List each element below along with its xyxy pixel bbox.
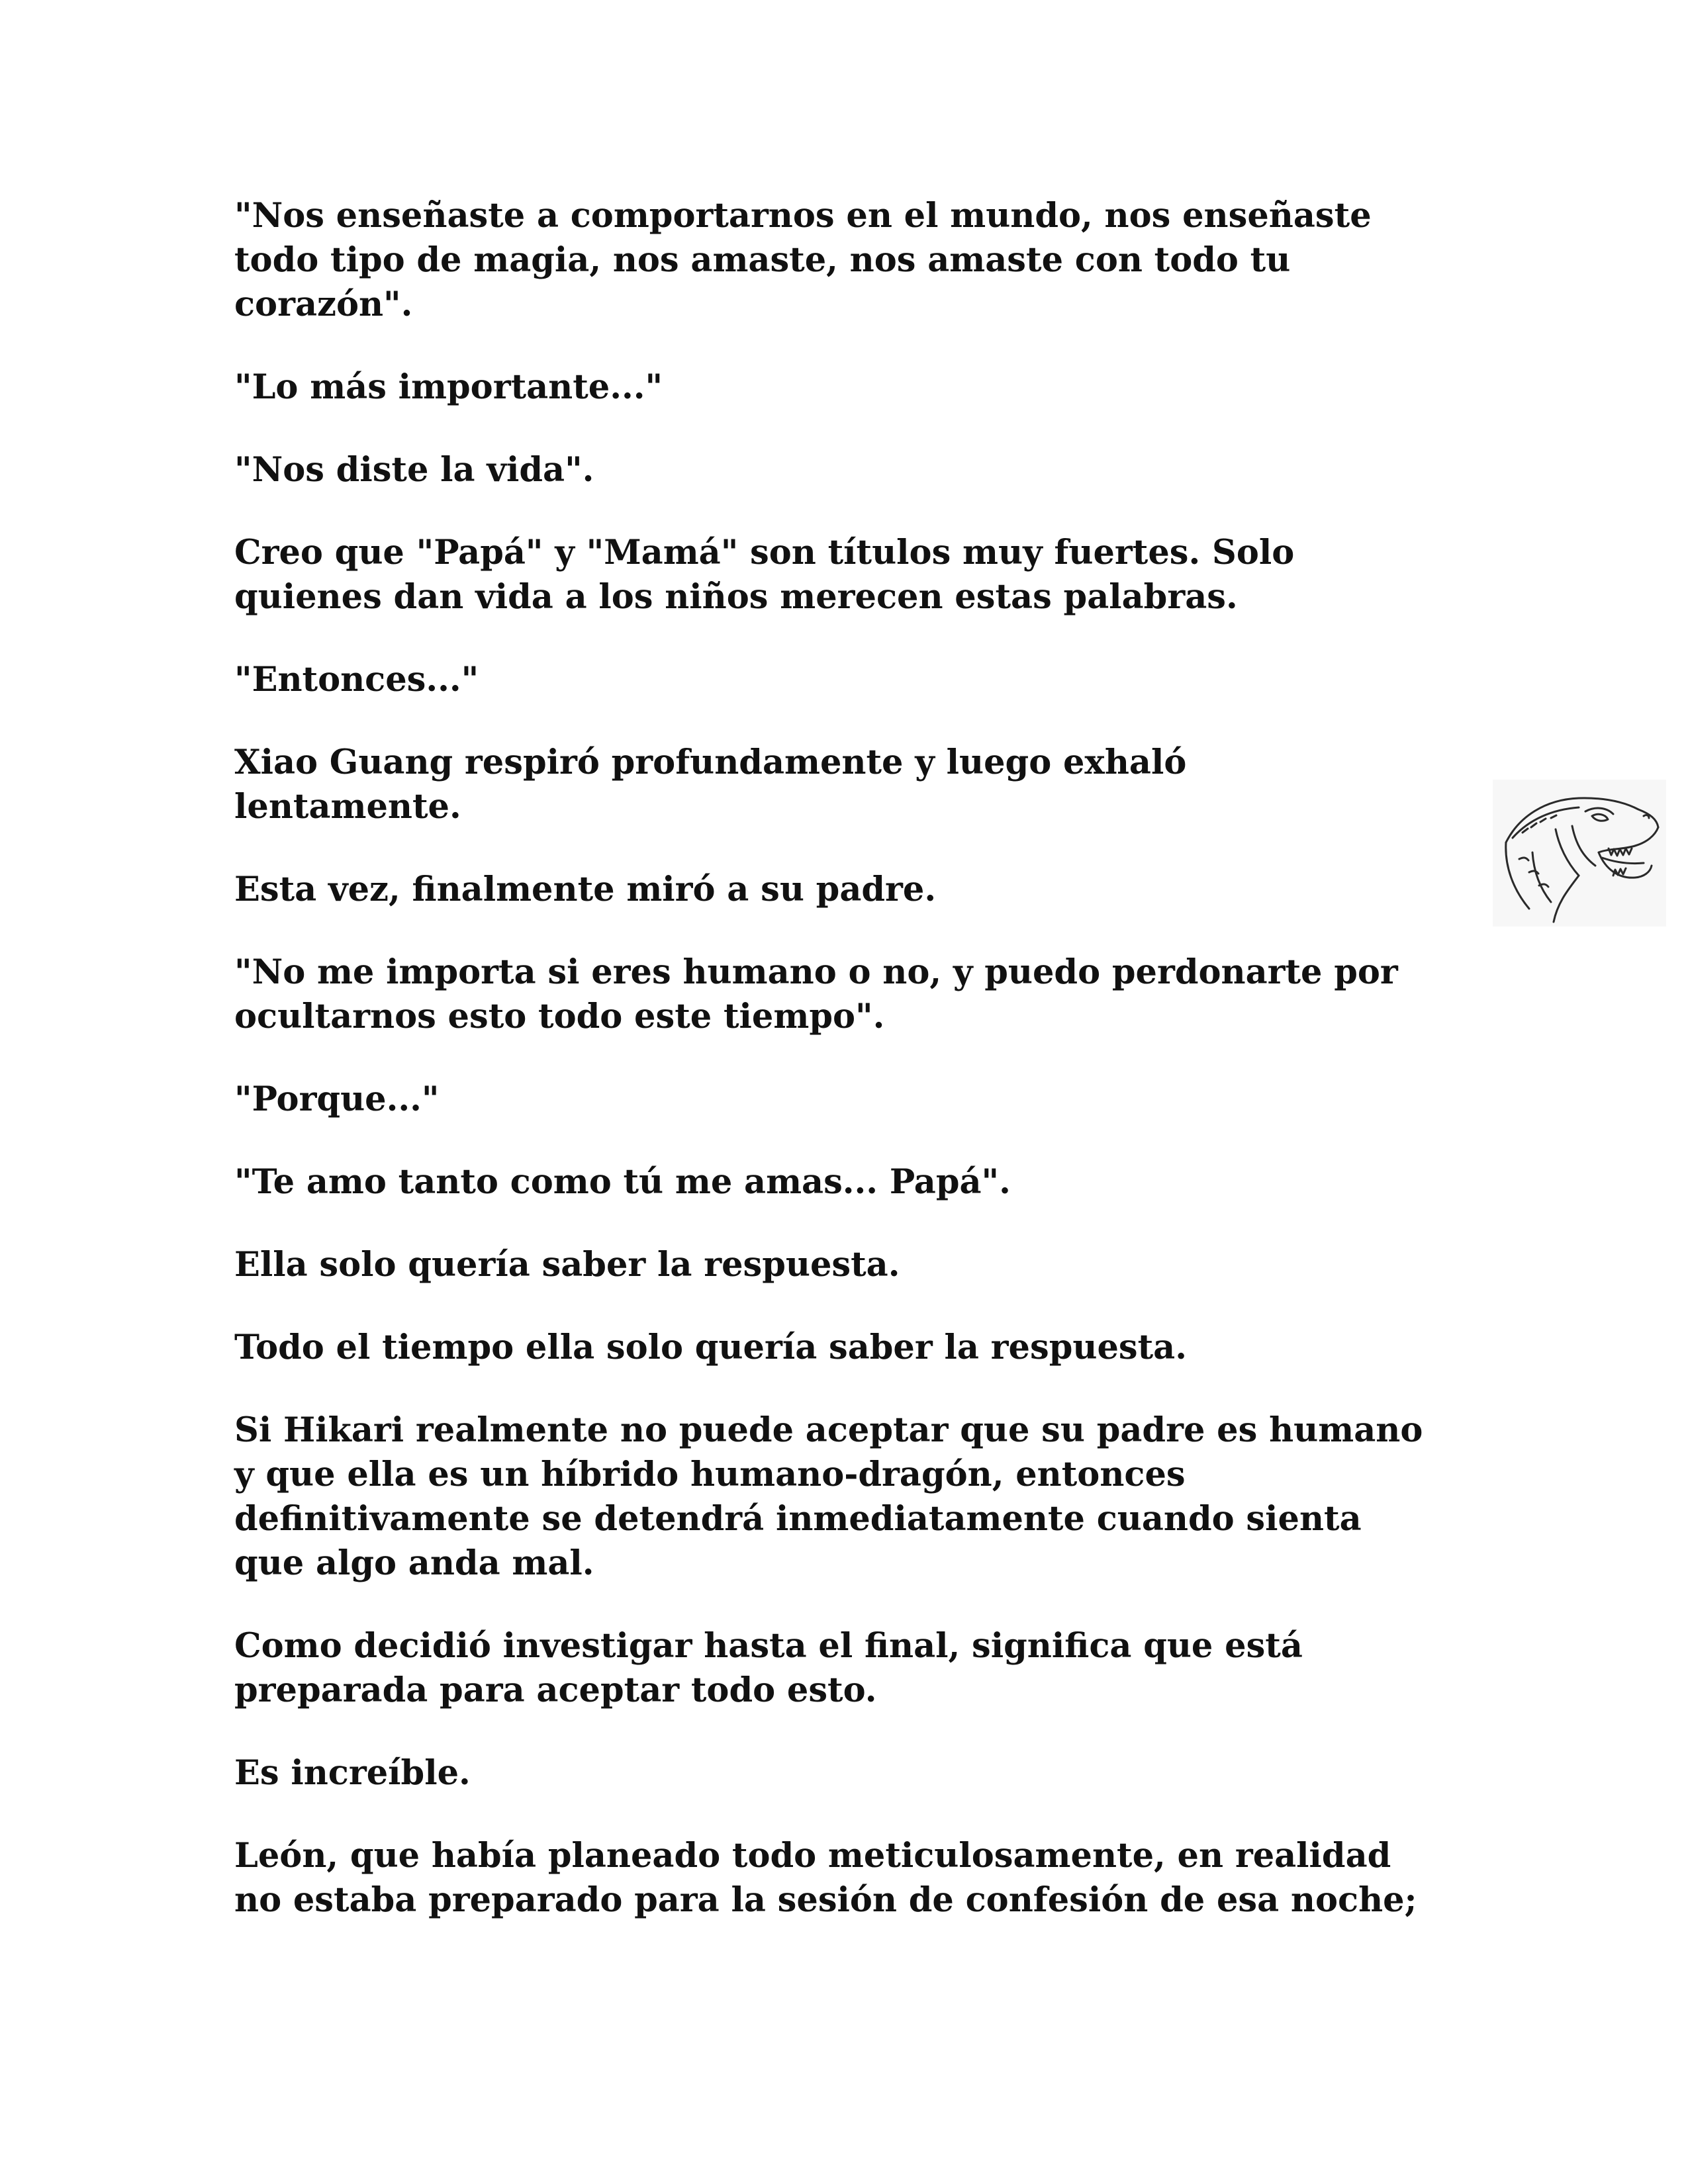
paragraph: "Nos enseñaste a comportarnos en el mundo, nos enseñaste todo tipo de magia, nos amaste, nos amaste con todo tu corazón". (234, 196, 1372, 324)
paragraph: "Nos diste la vida". (234, 450, 594, 490)
dinosaur-head-sketch-icon (1493, 780, 1666, 927)
paragraph: "No me importa si eres humano o no, y puedo perdonarte por ocultarnos esto todo este tiempo". (234, 952, 1398, 1036)
paragraph: "Entonces..." (234, 660, 479, 700)
paragraph: Xiao Guang respiró profundamente y luego exhaló lentamente. (234, 743, 1187, 827)
paragraph: "Lo más importante..." (234, 367, 663, 407)
paragraph: Como decidió investigar hasta el final, significa que está preparada para aceptar todo esto. (234, 1626, 1303, 1710)
paragraph: Esta vez, finalmente miró a su padre. (234, 870, 937, 909)
paragraph: Si Hikari realmente no puede aceptar que su padre es humano y que ella es un híbrido humano-dragón, entonces definitivamente se detendrá inmediatamente cuando sienta que algo anda mal. (234, 1410, 1423, 1583)
paragraph: Creo que "Papá" y "Mamá" son títulos muy fuertes. Solo quienes dan vida a los niños merecen estas palabras. (234, 533, 1295, 617)
body-text (234, 194, 1479, 1961)
paragraph: Es increíble. (234, 1753, 471, 1793)
paragraph: León, que había planeado todo meticulosamente, en realidad no estaba preparado para la sesión de confesión de esa noche; (234, 1836, 1417, 1920)
paragraph: "Porque..." (234, 1079, 440, 1119)
paragraph: "Te amo tanto como tú me amas... Papá". (234, 1162, 1011, 1202)
paragraph: Ella solo quería saber la respuesta. (234, 1245, 900, 1285)
paragraph: Todo el tiempo ella solo quería saber la respuesta. (234, 1328, 1187, 1367)
